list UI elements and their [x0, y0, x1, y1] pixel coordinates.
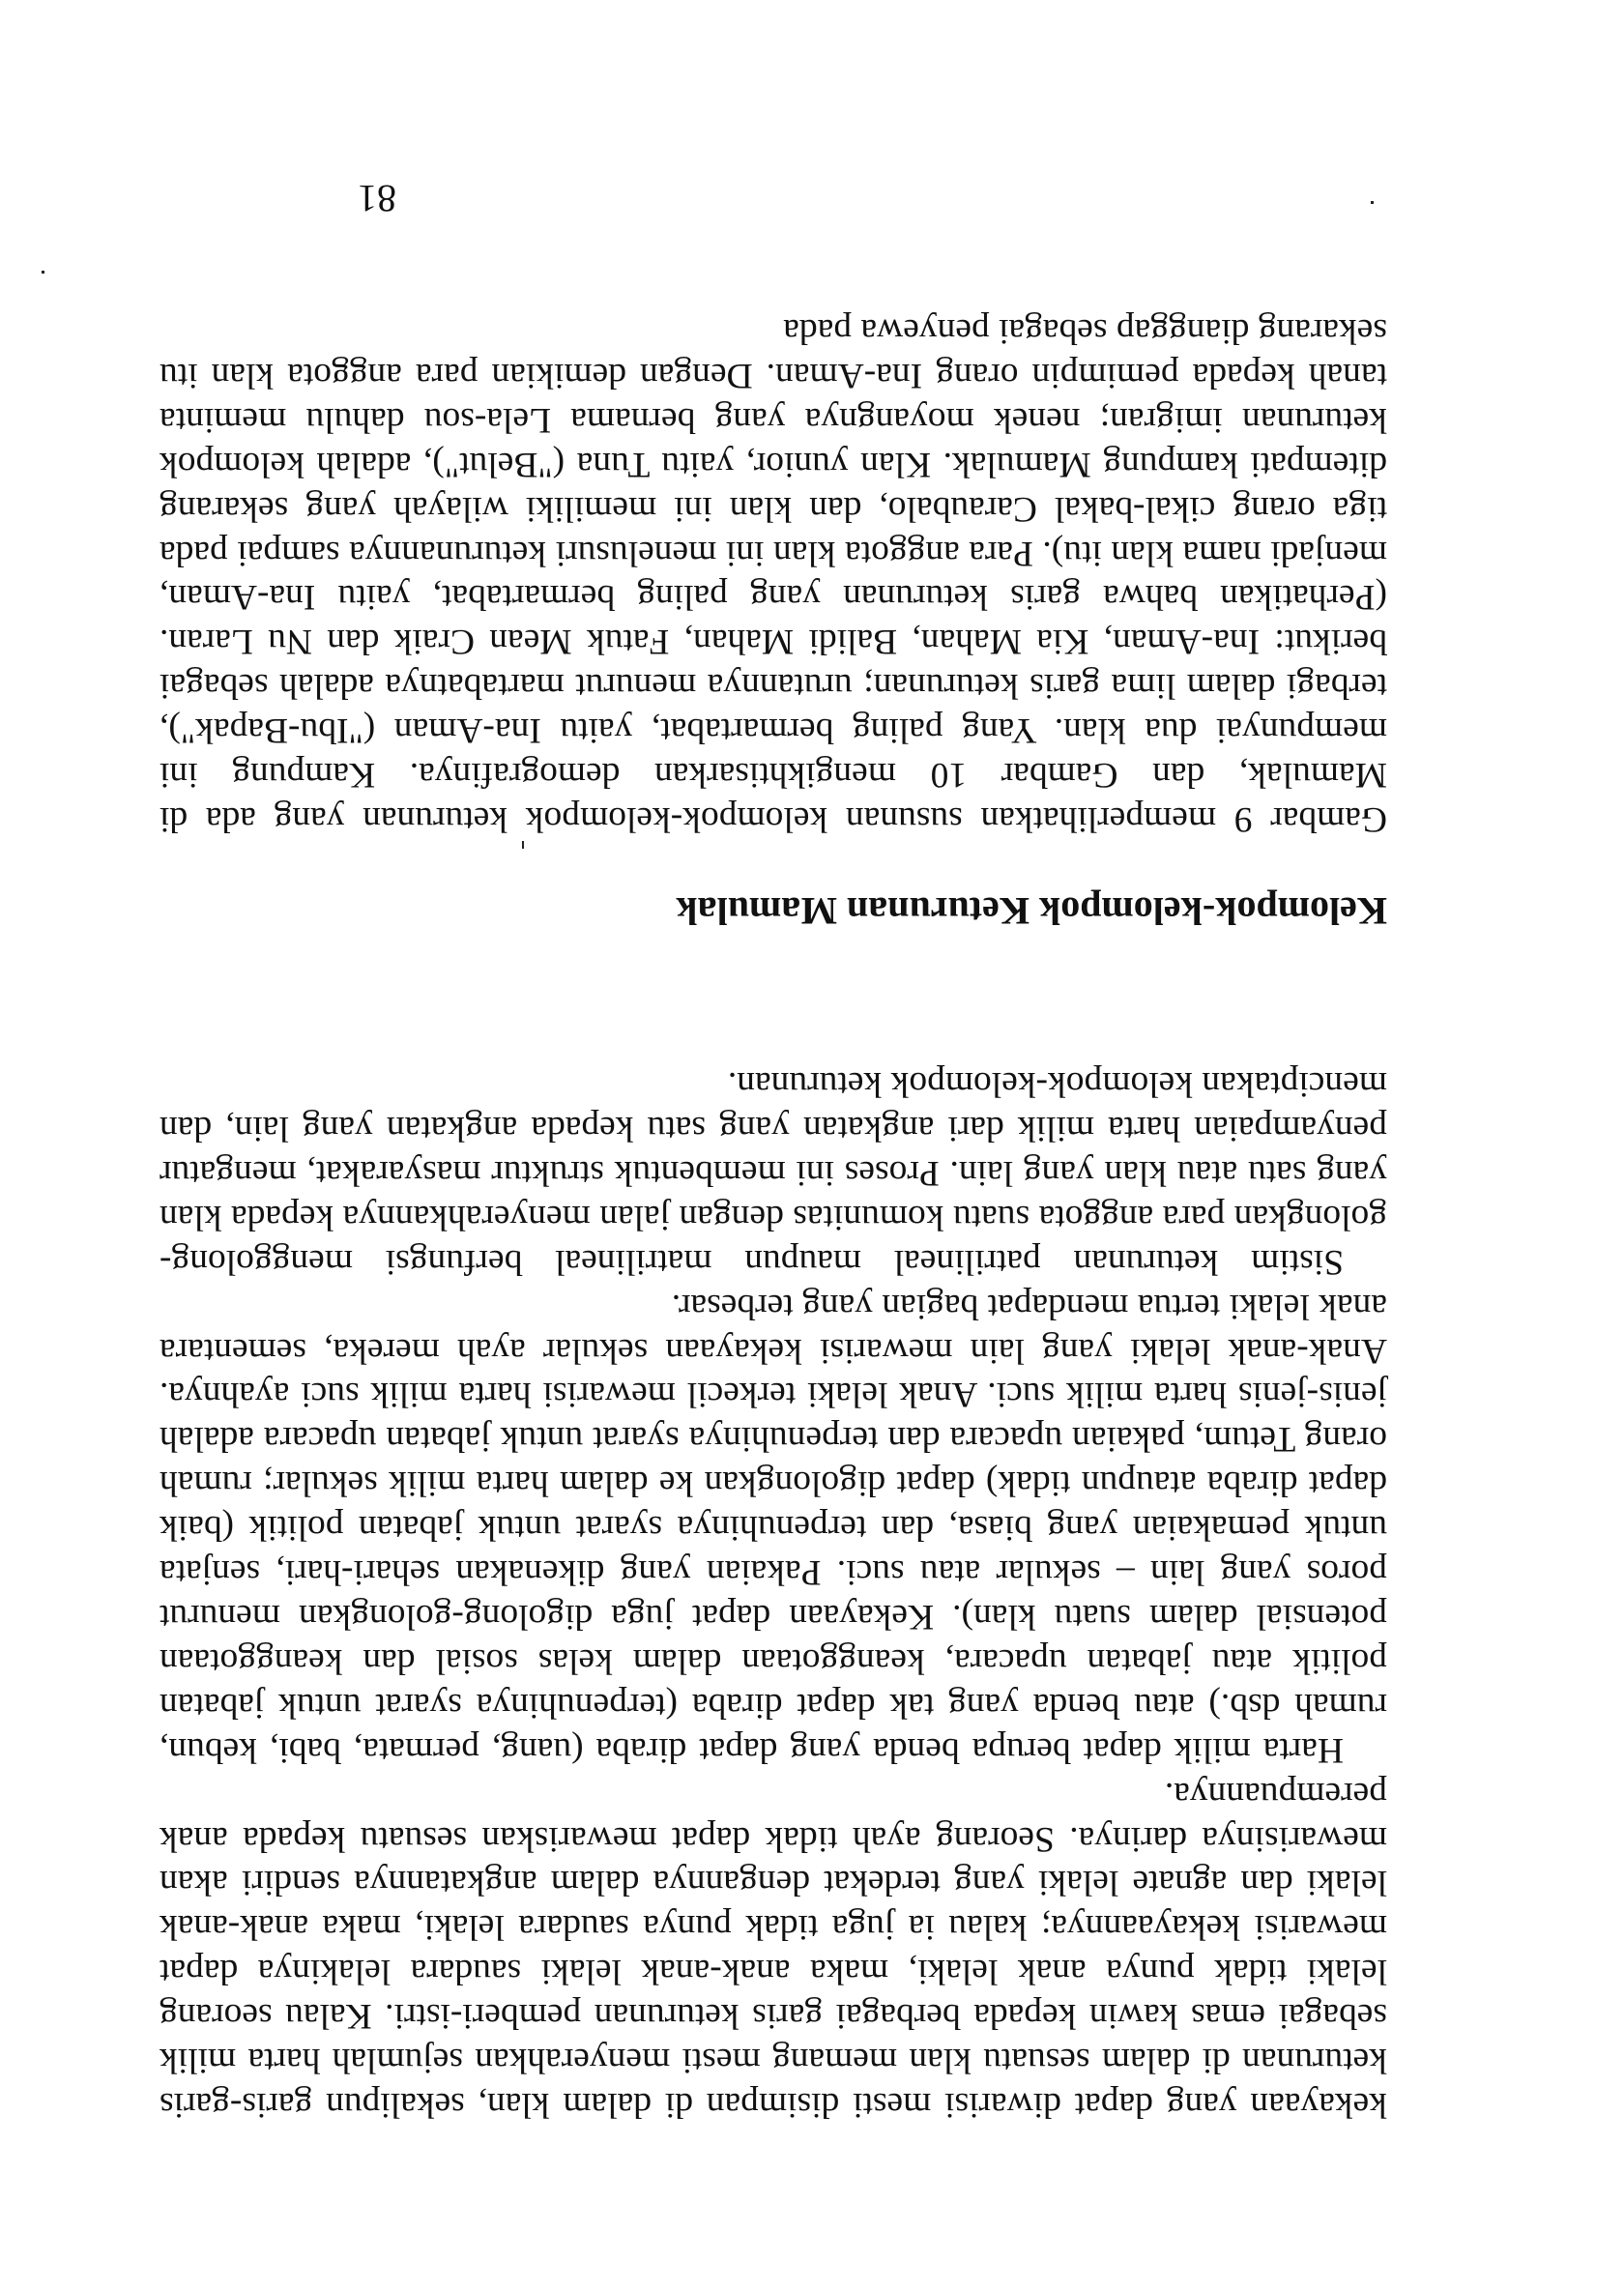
- paragraph: Gambar 9 memperlihatkan susunan kelompok-kelompok keturunan yang ada di Mamulak, dan Gambar 10 mengikhtisarkan demografinya. Kampung ini mempunyai dua klan. Yang paling bermartabat, yaitu Ina-Aman ("Ibu-Bapak"), terbagi dalam lima garis keturunan; urutannya menurut martabatnya adalah sebagai berikut: Ina-Aman, Kia Mahan, Balidi Mahan, Fatuk Mean Craik dan Nu Laran. (Perhatikan bahwa garis keturunan yang paling bermartabat, yaitu Ina-Aman, menjadi nama klan itu). Para anggota klan ini menelusuri keturunannya sampai pada tiga orang cikal-bakal Caraubalo, dan klan ini memiliki wilayah yang sekarang ditempati kampung Mamulak. Klan yunior, yaitu Tuna ("Belut"), adalah kelompok keturunan imigran; nenek moyangnya yang bernama Lela-sou dahulu meminta tanah kepada pemimpin orang Ina-Aman. Dengan demikian para anggota klan itu sekarang dianggap sebagai penyewa pada: [160, 311, 1387, 839]
- scan-speck: [522, 841, 524, 849]
- section-heading: Kelompok-kelompok Keturunan Mamulak: [676, 889, 1387, 933]
- body-text-bottom: [160, 308, 1387, 841]
- paragraph: Harta milik dapat berupa benda yang dapat diraba (uang, permata, babi, kebun, rumah dsb.) atau benda yang tak dapat diraba (terpenuhinya syarat untuk jabatan politik atau jabatan upacara, keanggotaan dalam kelas sosial dan keanggotaan potensial dalam suatu klan). Kekayaan dapat juga digolong-golongkan menurut poros yang lain – sekular atau suci. Pakaian yang dikenakan sehari-hari, senjata untuk pemakaian yang biasa, dan terpenuhinya syarat untuk jabatan politik (baik dapat diraba ataupun tidak) dapat digolongkan ke dalam harta milik sekular; rumah orang Tetum, pakaian upacara dan terpenuhinya syarat untuk jabatan upacara adalah jenis-jenis harta milik suci. Anak lelaki terkecil mewarisi harta milik suci ayahnya. Anak-anak lelaki yang lain mewarisi kekayaan sekular ayah mereka, sementara anak lelaki tertua mendapat bagian yang terbesar.: [160, 1286, 1387, 1770]
- scan-speck: [42, 271, 44, 274]
- paragraph: Sistim keturunan patrilineal maupun matrilineal berfungsi menggolong-golongkan para anggota suatu komunitas dengan jalan menyerahkannya kepada klan yang satu atau klan yang lain. Proses ini membentuk struktur masyarakat, mengatur penyampaian harta milik dari angkatan yang satu kepada angkatan yang lain, dan menciptakan kelompok-kelompok keturunan.: [160, 1064, 1387, 1282]
- body-text-top: [160, 1061, 1387, 2127]
- paragraph: kekayaan yang dapat diwarisi mesti disimpan di dalam klan, sekalipun garis-garis keturunan di dalam sesuatu klan memang mesti menyerahkan sejumlah harta milik sebagai emas kawin kepada berbagai garis keturunan pemberi-istri. Kalau seorang lelaki tidak punya anak lelaki, maka anak-anak lelaki saudara lelakinya dapat mewarisi kekayaannya; kalau ia juga tidak punya saudara lelaki, maka anak-anak lelaki dan agnate lelaki yang terdekat dengannya dalam angkatannya sendiri akan mewarisinya darinya. Seorang ayah tidak dapat mewariskan sesuatu kepada anak perempuannya.: [160, 1774, 1387, 2125]
- page-number: 81: [358, 177, 396, 220]
- scan-speck: [1371, 201, 1374, 204]
